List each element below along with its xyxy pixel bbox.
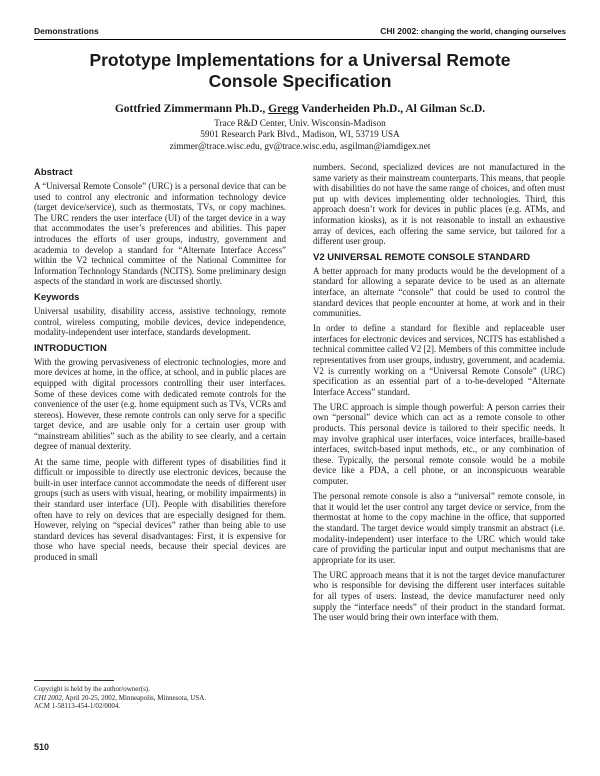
left-column: [34, 162, 286, 567]
v2-paragraph-4: The personal remote console is also a “universal” remote console, in that it would let the user control any target device or service, from the thermostat at home to the copy machine in the office, that supported the standard. The target device would simply transmit an abstract (i.e. modality-independent) user interface to the URC which would take care of providing the particular input and output mechanisms that are appropriate for its user.: [313, 491, 565, 565]
introduction-paragraph-2: At the same time, people with different types of disabilities find it difficult or impossible to directly use electronic devices, because the built-in user interface cannot accommodate the needs of different user groups (such as users with visual, hearing, or mobility impairments) in their standard user interface (UI). People with disabilities therefore often have to rely on devices that are especially designed for them. However, relying on “special devices” rather than being able to use standard devices has several disadvantages: First, it is expensive for those who have special needs, because their special devices are produced in small: [34, 456, 286, 562]
copyright-line-2: [34, 694, 286, 703]
copyright-notice: [34, 685, 286, 711]
copyright-conference: CHI 2002,: [34, 693, 64, 702]
copyright-date-place: April 20-25, 2002, Minneapolis, Minnesota, USA.: [63, 693, 207, 702]
paper-title: [34, 50, 566, 92]
keywords-heading: Keywords: [34, 291, 80, 303]
page-number: 510: [34, 742, 50, 752]
affiliation-address: 5901 Research Park Blvd., Madison, WI, 53719 USA: [200, 130, 400, 141]
paper-title-line-1: Prototype Implementations for a Universal Remote: [89, 50, 511, 70]
introduction-paragraph-1: With the growing pervasiveness of electronic technologies, more and more devices at home, in the office, at school, and in public places are equipped with digital processors controlling their user interfaces. Some of these devices come with dedicated remote controls for the convenience of the user (e.g. home equipment such as TVs, VCRs and stereos). However, these remote controls can only serve for a specific target device, and are usable only for a certain user group with “mainstream abilities” such as the ability to see clearly, and a certain degree of manual dexterity.: [34, 356, 286, 452]
header-conference-name: CHI 2002: [380, 26, 417, 36]
v2-paragraph-1: A better approach for many products would be the development of a standard for allowing a separate device to be used as an alternate interface, an alternate “console” that could be used to control the standard devices that people encounter at home, at work and in their communities.: [313, 265, 565, 319]
header-section-label: Demonstrations: [34, 26, 99, 36]
v2-standard-heading: V2 UNIVERSAL REMOTE CONSOLE STANDARD: [313, 251, 531, 263]
right-column: [313, 162, 565, 627]
keywords-text: Universal usability, disability access, assistive technology, remote control, wireless computing, mobile devices, device independence, modality-independent user interface, standards development.: [34, 305, 286, 338]
v2-paragraph-2: In order to define a standard for flexible and replaceable user interfaces for electronic devices and services, NCITS has established a technical committee called V2 [2]. Members of this committee include representatives from user groups, industry, government, and academia. V2 is currently working on a “Universal Remote Console” (URC) specification as an essential part of a to-be-developed “Alternate Interface Access” standard.: [313, 323, 565, 397]
author-2-3: Vanderheiden Ph.D., Al Gilman Sc.D.: [298, 103, 486, 115]
affiliation-block: [34, 119, 566, 153]
author-list: [34, 103, 566, 115]
header-rule: [34, 39, 566, 40]
copyright-acm-number: ACM 1-58113-454-1/02/0004.: [34, 702, 121, 711]
affiliation-institution: Trace R&D Center, Univ. Wisconsin-Madison: [214, 119, 386, 129]
copyright-rule: [34, 680, 114, 681]
v2-paragraph-3: The URC approach is simple though powerful: A person carries their own “personal” device which can act as a remote console to other products. This personal device is tailored to their specific needs. It may involve graphical user interfaces, voice interfaces, braille-based interfaces, switch-based input methods, etc., or any combination of these. Typically, the personal remote console would be a mobile device like a PDA, a cell phone, or an inconspicuous wearable computer.: [313, 401, 565, 487]
v2-paragraph-5: The URC approach means that it is not the target device manufacturer who is responsible for devising the different user interfaces suitable for all types of users. Instead, the device manufacturer need only supply the “interface needs” of their product in the standard format. The user would bring their own interface with them.: [313, 569, 565, 623]
introduction-continued: numbers. Second, specialized devices are not manufactured in the same variety as their mainstream counterparts. This means, that people with disabilities do not have the same range of choices, and often must put up with devices implementing older technologies. Third, this approach doesn’t work for devices in public places (e.g. ATMs, and information kiosks), as it is not reasonable to install an exhaustive array of devices, each offering the same service, but tailored for a different user group.: [313, 162, 565, 247]
abstract-heading: Abstract: [34, 167, 73, 178]
running-header: [34, 26, 566, 38]
header-conference-motto: : changing the world, changing ourselves: [416, 27, 566, 36]
header-conference-label: [380, 26, 566, 36]
abstract-text: A “Universal Remote Console” (URC) is a personal device that can be used to control any electronic and information technology device (target device/service), such as thermostats, TVs, or copy machines. The URC renders the user interface (UI) of the target device in a way that accommodates the user’s preferences and abilities. This paper introduces the efforts of user groups, industry, government and academia to develop a standard for “Alternate Interface Access” within the V2 technical committee of the National Committee for Information Technology Standards (NCITS). Some preliminary design aspects of the standard in work are discussed shortly.: [34, 181, 286, 287]
affiliation-emails: zimmer@trace.wisc.edu, gv@trace.wisc.edu, asgilman@iamdigex.net: [169, 141, 431, 152]
introduction-heading: INTRODUCTION: [34, 342, 107, 354]
paper-title-line-2: Console Specification: [208, 71, 392, 91]
author-2-link[interactable]: Gregg: [268, 103, 299, 115]
author-1: Gottfried Zimmermann Ph.D.,: [114, 103, 269, 115]
copyright-line-1: Copyright is held by the author/owner(s).: [34, 685, 150, 693]
